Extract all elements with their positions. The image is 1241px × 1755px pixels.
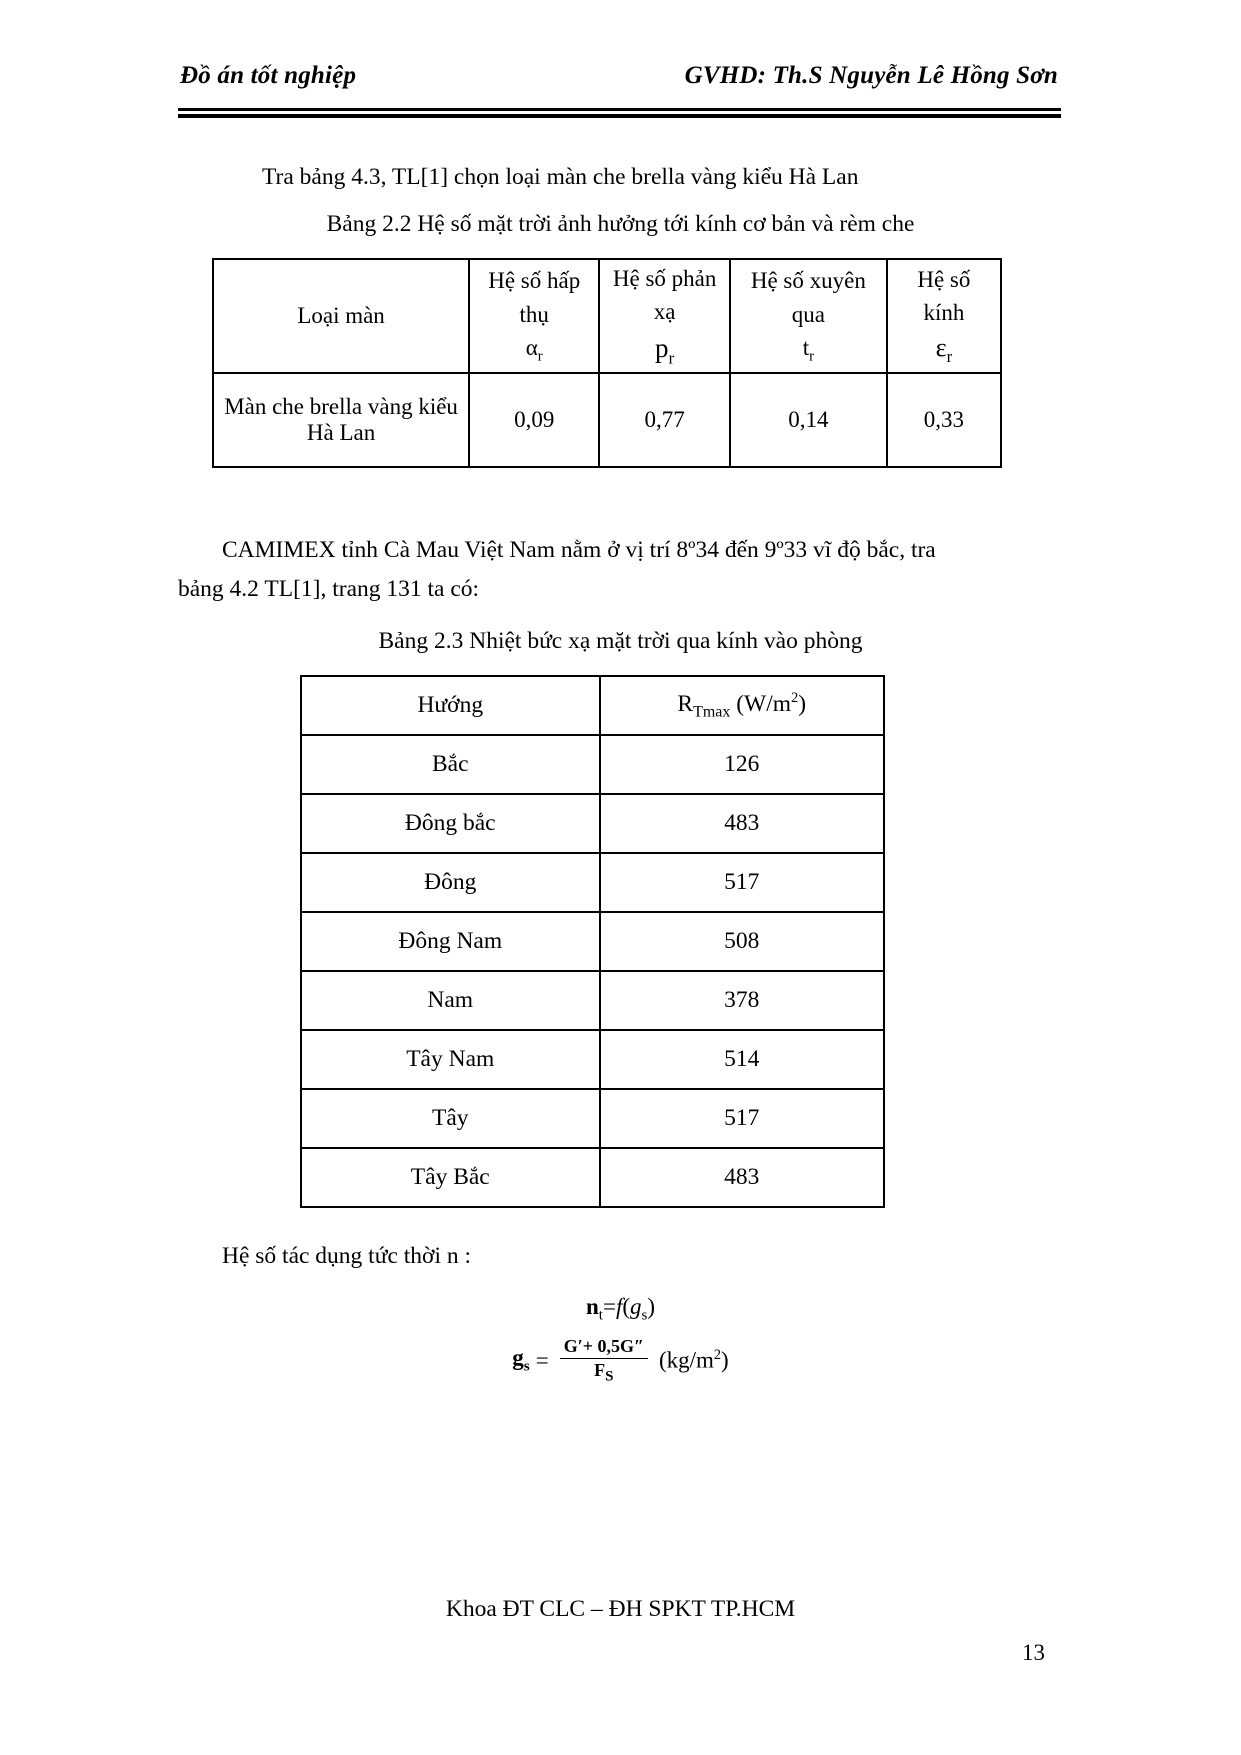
header-loai-man-label: Loại màn: [297, 303, 385, 329]
rtmax-main: R: [677, 690, 694, 717]
cell-direction: Đông Nam: [301, 912, 600, 971]
camimex-paragraph-line2: bảng 4.2 TL[1], trang 131 ta có:: [178, 576, 480, 602]
formula-gs: [0, 1336, 1241, 1386]
rtmax-unit-sup: 2: [791, 689, 799, 706]
table-nhiet-buc-xa: [300, 675, 885, 1208]
cell-value: 483: [600, 1148, 884, 1207]
cell-value: 514: [600, 1030, 884, 1089]
header-rule-line-bottom: [178, 114, 1061, 118]
formula-nt-fn: f: [615, 1294, 623, 1319]
header-rule-line-top: [178, 108, 1061, 111]
table-row: [301, 794, 884, 853]
cell-direction: Bắc: [301, 735, 600, 794]
header-hap-thu-line2: thụ: [519, 301, 549, 327]
cell-direction: Đông: [301, 853, 600, 912]
page-header: [178, 62, 1058, 90]
header-hap-thu-line1: Hệ số hấp: [488, 268, 581, 294]
cell-value: 378: [600, 971, 884, 1030]
cell-direction: Tây: [301, 1089, 600, 1148]
table-row: [301, 971, 884, 1030]
camimex-paragraph-line1: CAMIMEX tỉnh Cà Mau Việt Nam nằm ở vị trí 8º34 đến 9º33 vĩ độ bắc, tra: [222, 537, 936, 563]
formula-gs-eq: =: [535, 1347, 549, 1373]
cell-header-he-so-xuyen-qua: [730, 259, 887, 373]
header-divider-rule: [178, 108, 1061, 118]
rtmax-unit-open: (W/m: [736, 690, 792, 717]
cell-header-he-so-phan-xa: [599, 259, 730, 373]
table-row-header: [213, 259, 1001, 373]
header-right-text: GVHD: Th.S Nguyễn Lê Hồng Sơn: [684, 62, 1058, 89]
table-row: [301, 912, 884, 971]
formula-nt-arg-sub: s: [641, 1307, 648, 1324]
formula-nt: [0, 1294, 1241, 1325]
formula-nt-eq: =: [602, 1294, 616, 1319]
formula-nt-arg: g: [630, 1294, 642, 1319]
cell-header-rtmax: [600, 676, 884, 735]
caption-table-22: Bảng 2.2 Hệ số mặt trời ảnh hưởng tới kính cơ bản và rèm che: [326, 211, 915, 237]
header-kinh-line1: Hệ số: [917, 266, 971, 292]
cell-header-he-so-hap-thu: [469, 259, 599, 373]
header-left-text: Đồ án tốt nghiệp: [180, 62, 357, 89]
man-che-line2: Hà Lan: [306, 420, 376, 446]
formula-nt-close-paren: ): [647, 1294, 655, 1319]
header-xuyen-qua-line2: qua: [791, 301, 825, 327]
formula-nt-lhs: n: [586, 1294, 599, 1319]
cell-value: 483: [600, 794, 884, 853]
caption-table-23: Bảng 2.3 Nhiệt bức xạ mặt trời qua kính vào phòng: [378, 628, 863, 654]
cell-man-che-label: [213, 373, 469, 467]
header-kinh-symbol: $\varepsilon_r$: [935, 333, 953, 367]
formula-gs-numerator: G′+ 0,5G″: [560, 1336, 648, 1359]
header-kinh-line2: kính: [923, 299, 965, 325]
cell-direction: Tây Nam: [301, 1030, 600, 1089]
header-xuyen-qua-symbol: $t_r$: [802, 334, 814, 365]
cell-value: 517: [600, 1089, 884, 1148]
formula-gs-lhs: $g_s$: [512, 1345, 530, 1376]
man-che-line1: Màn che brella vàng kiểu: [224, 394, 458, 420]
cell-direction: Nam: [301, 971, 600, 1030]
cell-value-t: 0,14: [730, 373, 887, 467]
formula-gs-denominator: $F_S$: [594, 1359, 614, 1385]
page-number: 13: [1022, 1640, 1045, 1665]
table-row: [301, 1030, 884, 1089]
cell-value: 126: [600, 735, 884, 794]
table-row: [301, 1089, 884, 1148]
rtmax-sub: Tmax: [693, 703, 731, 721]
footer-department-text: Khoa ĐT CLC – ĐH SPKT TP.HCM: [445, 1596, 796, 1622]
table-row: [213, 373, 1001, 467]
cell-direction: Tây Bắc: [301, 1148, 600, 1207]
table-row: [301, 735, 884, 794]
header-phan-xa-symbol: $p_r$: [654, 332, 675, 368]
table-row-header: [301, 676, 884, 735]
table-row: [301, 853, 884, 912]
header-xuyen-qua-line1: Hệ số xuyên: [750, 268, 866, 294]
table-row: [301, 1148, 884, 1207]
formula-nt-open-paren: (: [622, 1294, 630, 1319]
cell-value: 517: [600, 853, 884, 912]
formula-nt-lhs-sub: t: [598, 1307, 603, 1324]
coefficient-paragraph: [222, 1237, 471, 1275]
cell-header-loai-man: [213, 259, 469, 373]
cell-header-huong: Hướng: [301, 676, 600, 735]
cell-value-alpha: 0,09: [469, 373, 599, 467]
rtmax-unit-close: ): [798, 690, 807, 717]
table-he-so-mat-troi: [212, 258, 1002, 468]
cell-value-eps: 0,33: [887, 373, 1001, 467]
formula-gs-fraction: [560, 1336, 648, 1386]
cell-header-he-so-kinh: [887, 259, 1001, 373]
formula-gs-unit: $(kg/m^2)$: [658, 1347, 729, 1374]
cell-value-p: 0,77: [599, 373, 730, 467]
header-phan-xa-line1: Hệ số phản: [612, 266, 717, 291]
cell-direction: Đông bắc: [301, 794, 600, 853]
header-phan-xa-line2: xạ: [653, 299, 676, 325]
header-hap-thu-symbol: $\alpha_r$: [525, 334, 543, 365]
intro-paragraph: Tra bảng 4.3, TL[1] chọn loại màn che brella vàng kiểu Hà Lan: [262, 164, 859, 190]
cell-value: 508: [600, 912, 884, 971]
coefficient-text: Hệ số tác dụng tức thời n :: [222, 1243, 472, 1269]
